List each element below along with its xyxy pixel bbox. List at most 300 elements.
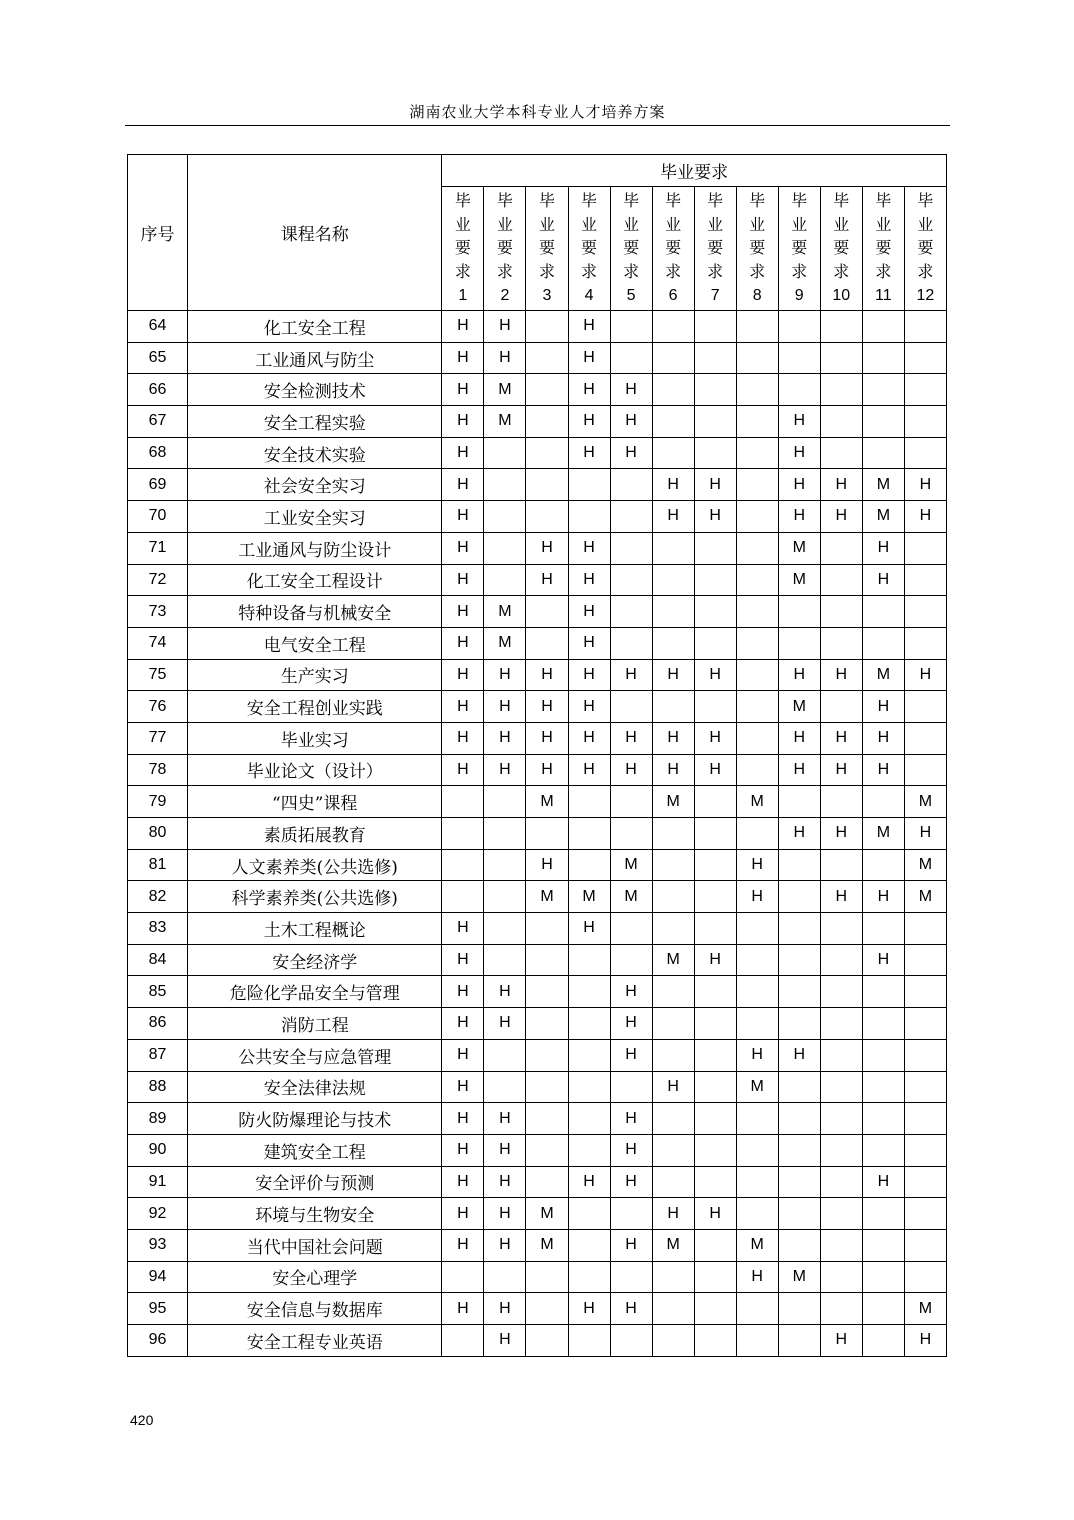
- row-number: 79: [128, 786, 188, 818]
- support-level-cell: [526, 1325, 568, 1357]
- req-header-2: [484, 187, 526, 311]
- support-level-cell: H: [568, 627, 610, 659]
- support-level-cell: [652, 976, 694, 1008]
- req-header-number: 4: [584, 287, 594, 305]
- support-level-cell: [568, 501, 610, 533]
- course-name: 安全法律法规: [188, 1071, 442, 1103]
- course-name: 人文素养类(公共选修): [188, 849, 442, 881]
- support-level-cell: [736, 1166, 778, 1198]
- course-name: 土木工程概论: [188, 913, 442, 945]
- support-level-cell: H: [442, 691, 484, 723]
- support-level-cell: H: [862, 691, 904, 723]
- support-level-cell: H: [442, 976, 484, 1008]
- row-number: 64: [128, 311, 188, 343]
- support-level-cell: [904, 311, 946, 343]
- row-number: 87: [128, 1039, 188, 1071]
- support-level-cell: [610, 596, 652, 628]
- support-level-cell: [862, 311, 904, 343]
- support-level-cell: [652, 342, 694, 374]
- support-level-cell: H: [862, 722, 904, 754]
- support-level-cell: [820, 374, 862, 406]
- req-header-number: 1: [458, 287, 468, 305]
- table-row: [128, 913, 947, 945]
- support-level-cell: M: [736, 1229, 778, 1261]
- support-level-cell: [694, 564, 736, 596]
- req-header-label: 毕 业 要 求: [496, 191, 513, 281]
- support-level-cell: H: [442, 722, 484, 754]
- support-level-cell: H: [484, 1229, 526, 1261]
- support-level-cell: [862, 786, 904, 818]
- row-number: 77: [128, 722, 188, 754]
- table-row: [128, 596, 947, 628]
- row-number: 96: [128, 1325, 188, 1357]
- support-level-cell: [652, 1039, 694, 1071]
- support-level-cell: H: [862, 1166, 904, 1198]
- support-level-cell: [862, 437, 904, 469]
- table-row: [128, 532, 947, 564]
- support-level-cell: [484, 818, 526, 850]
- support-level-cell: [778, 1103, 820, 1135]
- row-number: 71: [128, 532, 188, 564]
- support-level-cell: [820, 1071, 862, 1103]
- support-level-cell: [904, 596, 946, 628]
- course-name: 工业安全实习: [188, 501, 442, 533]
- support-level-cell: [778, 1198, 820, 1230]
- support-level-cell: H: [820, 754, 862, 786]
- support-level-cell: [820, 596, 862, 628]
- support-level-cell: [820, 1198, 862, 1230]
- table-row: [128, 437, 947, 469]
- support-level-cell: [904, 913, 946, 945]
- support-level-cell: [736, 944, 778, 976]
- support-level-cell: [526, 374, 568, 406]
- support-level-cell: H: [442, 1166, 484, 1198]
- support-level-cell: [568, 818, 610, 850]
- req-header-label: 毕 业 要 求: [875, 191, 892, 281]
- table-row: [128, 1198, 947, 1230]
- support-level-cell: [526, 627, 568, 659]
- support-level-cell: H: [442, 1293, 484, 1325]
- support-level-cell: [820, 1293, 862, 1325]
- support-level-cell: [694, 1008, 736, 1040]
- support-level-cell: [526, 406, 568, 438]
- support-level-cell: H: [484, 1198, 526, 1230]
- support-level-cell: [736, 564, 778, 596]
- support-level-cell: H: [442, 1134, 484, 1166]
- support-level-cell: [694, 1166, 736, 1198]
- support-level-cell: [736, 437, 778, 469]
- support-level-cell: H: [694, 944, 736, 976]
- support-level-cell: H: [694, 659, 736, 691]
- table-row: [128, 881, 947, 913]
- row-number: 90: [128, 1134, 188, 1166]
- support-level-cell: [568, 1325, 610, 1357]
- support-level-cell: H: [862, 881, 904, 913]
- support-level-cell: M: [526, 1198, 568, 1230]
- support-level-cell: [526, 1103, 568, 1135]
- support-level-cell: [904, 437, 946, 469]
- course-name: 化工安全工程设计: [188, 564, 442, 596]
- support-level-cell: [778, 596, 820, 628]
- support-level-cell: [694, 1325, 736, 1357]
- support-level-cell: [778, 311, 820, 343]
- support-level-cell: [694, 976, 736, 1008]
- support-level-cell: [526, 976, 568, 1008]
- row-number: 94: [128, 1261, 188, 1293]
- support-level-cell: M: [652, 1229, 694, 1261]
- support-level-cell: H: [442, 1229, 484, 1261]
- support-level-cell: [862, 1325, 904, 1357]
- table-row: [128, 722, 947, 754]
- support-level-cell: M: [778, 691, 820, 723]
- course-name: 毕业论文（设计）: [188, 754, 442, 786]
- course-name: 安全工程创业实践: [188, 691, 442, 723]
- support-level-cell: H: [484, 1134, 526, 1166]
- req-header-label: 毕 业 要 求: [454, 191, 471, 281]
- support-level-cell: H: [526, 564, 568, 596]
- course-name: 社会安全实习: [188, 469, 442, 501]
- support-level-cell: [694, 1103, 736, 1135]
- course-name: 建筑安全工程: [188, 1134, 442, 1166]
- row-number: 95: [128, 1293, 188, 1325]
- support-level-cell: M: [862, 818, 904, 850]
- support-level-cell: [862, 976, 904, 1008]
- support-level-cell: [862, 374, 904, 406]
- support-level-cell: M: [904, 786, 946, 818]
- req-header-label: 毕 业 要 求: [665, 191, 682, 281]
- table-row: [128, 1134, 947, 1166]
- support-level-cell: M: [526, 786, 568, 818]
- course-name: 安全技术实验: [188, 437, 442, 469]
- support-level-cell: [652, 374, 694, 406]
- support-level-cell: H: [526, 722, 568, 754]
- support-level-cell: H: [778, 722, 820, 754]
- support-level-cell: [484, 913, 526, 945]
- support-level-cell: [652, 627, 694, 659]
- support-level-cell: [484, 1039, 526, 1071]
- support-level-cell: H: [568, 342, 610, 374]
- support-level-cell: H: [778, 818, 820, 850]
- support-level-cell: [736, 469, 778, 501]
- support-level-cell: [904, 532, 946, 564]
- support-level-cell: [526, 501, 568, 533]
- support-level-cell: [694, 1293, 736, 1325]
- support-level-cell: H: [442, 501, 484, 533]
- support-level-cell: [694, 818, 736, 850]
- support-level-cell: [610, 913, 652, 945]
- support-level-cell: [862, 342, 904, 374]
- support-level-cell: [820, 564, 862, 596]
- support-level-cell: [442, 818, 484, 850]
- course-name: 安全信息与数据库: [188, 1293, 442, 1325]
- table-row: [128, 1103, 947, 1135]
- support-level-cell: [526, 818, 568, 850]
- row-number: 84: [128, 944, 188, 976]
- course-name: 科学素养类(公共选修): [188, 881, 442, 913]
- support-level-cell: [526, 311, 568, 343]
- support-level-cell: H: [652, 1071, 694, 1103]
- req-header-label: 毕 业 要 求: [833, 191, 850, 281]
- support-level-cell: [862, 596, 904, 628]
- course-name: 安全评价与预测: [188, 1166, 442, 1198]
- support-level-cell: [442, 849, 484, 881]
- req-header-number: 7: [710, 287, 720, 305]
- req-header-label: 毕 业 要 求: [538, 191, 555, 281]
- support-level-cell: [610, 1198, 652, 1230]
- support-level-cell: [484, 1071, 526, 1103]
- support-level-cell: [568, 1071, 610, 1103]
- support-level-cell: [820, 311, 862, 343]
- course-name: 当代中国社会问题: [188, 1229, 442, 1261]
- row-number: 73: [128, 596, 188, 628]
- req-header-11: [862, 187, 904, 311]
- support-level-cell: H: [820, 722, 862, 754]
- course-name: 化工安全工程: [188, 311, 442, 343]
- support-level-cell: H: [442, 754, 484, 786]
- table-row: [128, 342, 947, 374]
- support-level-cell: H: [442, 564, 484, 596]
- support-level-cell: [862, 406, 904, 438]
- support-level-cell: [736, 342, 778, 374]
- support-level-cell: [652, 1134, 694, 1166]
- support-level-cell: [526, 1261, 568, 1293]
- col-name-header: 课程名称: [188, 155, 442, 311]
- support-level-cell: [904, 627, 946, 659]
- support-level-cell: H: [568, 374, 610, 406]
- support-level-cell: [904, 342, 946, 374]
- support-level-cell: [568, 469, 610, 501]
- support-level-cell: [820, 786, 862, 818]
- table-row: [128, 786, 947, 818]
- support-level-cell: H: [778, 406, 820, 438]
- course-name: 消防工程: [188, 1008, 442, 1040]
- req-header-label: 毕 业 要 求: [791, 191, 808, 281]
- support-level-cell: M: [904, 1293, 946, 1325]
- support-level-cell: [778, 849, 820, 881]
- support-level-cell: H: [610, 1134, 652, 1166]
- support-level-cell: [736, 1325, 778, 1357]
- support-level-cell: M: [862, 501, 904, 533]
- support-level-cell: [904, 1166, 946, 1198]
- support-level-cell: H: [904, 659, 946, 691]
- support-level-cell: H: [568, 754, 610, 786]
- support-level-cell: [820, 1261, 862, 1293]
- support-level-cell: H: [694, 754, 736, 786]
- support-level-cell: [820, 944, 862, 976]
- support-level-cell: [526, 596, 568, 628]
- support-level-cell: M: [610, 849, 652, 881]
- course-name: 素质拓展教育: [188, 818, 442, 850]
- support-level-cell: [694, 406, 736, 438]
- support-level-cell: [736, 1293, 778, 1325]
- support-level-cell: [526, 1134, 568, 1166]
- support-level-cell: [694, 1039, 736, 1071]
- support-level-cell: M: [736, 786, 778, 818]
- support-level-cell: [862, 627, 904, 659]
- support-level-cell: [526, 437, 568, 469]
- table-row: [128, 501, 947, 533]
- support-level-cell: M: [778, 532, 820, 564]
- support-level-cell: H: [610, 1103, 652, 1135]
- support-level-cell: H: [484, 754, 526, 786]
- support-level-cell: M: [652, 944, 694, 976]
- support-level-cell: H: [484, 311, 526, 343]
- support-level-cell: H: [442, 469, 484, 501]
- support-level-cell: [652, 818, 694, 850]
- row-number: 85: [128, 976, 188, 1008]
- support-level-cell: [820, 532, 862, 564]
- support-level-cell: [652, 881, 694, 913]
- page-header: 湖南农业大学本科专业人才培养方案: [409, 103, 666, 121]
- table-row: [128, 944, 947, 976]
- support-level-cell: [778, 342, 820, 374]
- support-level-cell: [736, 659, 778, 691]
- support-level-cell: H: [610, 976, 652, 1008]
- support-level-cell: H: [442, 437, 484, 469]
- course-name: 安全工程实验: [188, 406, 442, 438]
- support-level-cell: M: [568, 881, 610, 913]
- support-level-cell: H: [778, 659, 820, 691]
- row-number: 88: [128, 1071, 188, 1103]
- support-level-cell: [484, 849, 526, 881]
- support-level-cell: [736, 913, 778, 945]
- support-level-cell: [526, 342, 568, 374]
- support-level-cell: H: [778, 501, 820, 533]
- row-number: 80: [128, 818, 188, 850]
- support-level-cell: [442, 881, 484, 913]
- row-number: 65: [128, 342, 188, 374]
- support-level-cell: H: [778, 754, 820, 786]
- req-header-7: [694, 187, 736, 311]
- row-number: 69: [128, 469, 188, 501]
- table-row: [128, 849, 947, 881]
- req-header-label: 毕 业 要 求: [707, 191, 724, 281]
- support-level-cell: H: [484, 342, 526, 374]
- support-level-cell: [610, 1261, 652, 1293]
- support-level-cell: [862, 1198, 904, 1230]
- support-level-cell: [736, 1008, 778, 1040]
- support-level-cell: [610, 342, 652, 374]
- support-level-cell: [904, 1071, 946, 1103]
- support-level-cell: [652, 1293, 694, 1325]
- support-level-cell: [904, 754, 946, 786]
- support-level-cell: [820, 1229, 862, 1261]
- req-header-8: [736, 187, 778, 311]
- support-level-cell: [736, 1103, 778, 1135]
- support-level-cell: [904, 374, 946, 406]
- support-level-cell: [694, 311, 736, 343]
- support-level-cell: [820, 1039, 862, 1071]
- req-header-number: 9: [794, 287, 804, 305]
- course-name: 安全经济学: [188, 944, 442, 976]
- support-level-cell: H: [442, 596, 484, 628]
- support-level-cell: [820, 627, 862, 659]
- support-level-cell: H: [904, 1325, 946, 1357]
- support-level-cell: [652, 564, 694, 596]
- support-level-cell: [484, 564, 526, 596]
- table-row: [128, 1166, 947, 1198]
- row-number: 93: [128, 1229, 188, 1261]
- req-header-number: 3: [542, 287, 552, 305]
- support-level-cell: H: [484, 659, 526, 691]
- support-level-cell: [652, 596, 694, 628]
- support-level-cell: [526, 913, 568, 945]
- course-name: 安全心理学: [188, 1261, 442, 1293]
- course-name: 工业通风与防尘: [188, 342, 442, 374]
- support-level-cell: [568, 944, 610, 976]
- support-level-cell: H: [610, 722, 652, 754]
- support-level-cell: [526, 1293, 568, 1325]
- support-level-cell: [820, 976, 862, 1008]
- support-level-cell: [778, 374, 820, 406]
- row-number: 72: [128, 564, 188, 596]
- support-level-cell: H: [610, 1039, 652, 1071]
- support-level-cell: [652, 1325, 694, 1357]
- support-level-cell: [610, 469, 652, 501]
- support-level-cell: [442, 786, 484, 818]
- req-header-9: [778, 187, 820, 311]
- support-level-cell: [526, 1008, 568, 1040]
- support-level-cell: [568, 1134, 610, 1166]
- support-level-cell: [568, 1008, 610, 1040]
- support-level-cell: H: [484, 1293, 526, 1325]
- support-level-cell: [736, 691, 778, 723]
- table-row: [128, 976, 947, 1008]
- support-level-cell: [736, 754, 778, 786]
- support-level-cell: H: [568, 722, 610, 754]
- support-level-cell: H: [442, 342, 484, 374]
- table-row: [128, 1229, 947, 1261]
- support-level-cell: H: [442, 406, 484, 438]
- row-number: 74: [128, 627, 188, 659]
- course-name: 公共安全与应急管理: [188, 1039, 442, 1071]
- course-name: 安全工程专业英语: [188, 1325, 442, 1357]
- support-level-cell: [484, 437, 526, 469]
- table-row: [128, 818, 947, 850]
- support-level-cell: M: [484, 406, 526, 438]
- row-number: 82: [128, 881, 188, 913]
- req-header-label: 毕 业 要 求: [917, 191, 934, 281]
- row-number: 78: [128, 754, 188, 786]
- support-level-cell: [736, 596, 778, 628]
- support-level-cell: H: [694, 722, 736, 754]
- support-level-cell: [736, 976, 778, 1008]
- support-level-cell: [820, 849, 862, 881]
- support-level-cell: H: [484, 691, 526, 723]
- table-row: [128, 659, 947, 691]
- support-level-cell: [694, 1261, 736, 1293]
- support-level-cell: H: [736, 1261, 778, 1293]
- support-level-cell: [694, 532, 736, 564]
- support-level-cell: H: [484, 1166, 526, 1198]
- support-level-cell: H: [526, 849, 568, 881]
- support-level-cell: H: [610, 1008, 652, 1040]
- row-number: 86: [128, 1008, 188, 1040]
- support-level-cell: [904, 406, 946, 438]
- support-level-cell: H: [820, 469, 862, 501]
- support-level-cell: [820, 406, 862, 438]
- req-header-number: 5: [626, 287, 636, 305]
- support-level-cell: H: [610, 754, 652, 786]
- support-level-cell: [862, 1008, 904, 1040]
- support-level-cell: [568, 1261, 610, 1293]
- table-row: [128, 1071, 947, 1103]
- support-level-cell: [694, 1229, 736, 1261]
- support-level-cell: H: [736, 849, 778, 881]
- support-level-cell: [820, 913, 862, 945]
- support-level-cell: [820, 437, 862, 469]
- support-level-cell: [862, 1039, 904, 1071]
